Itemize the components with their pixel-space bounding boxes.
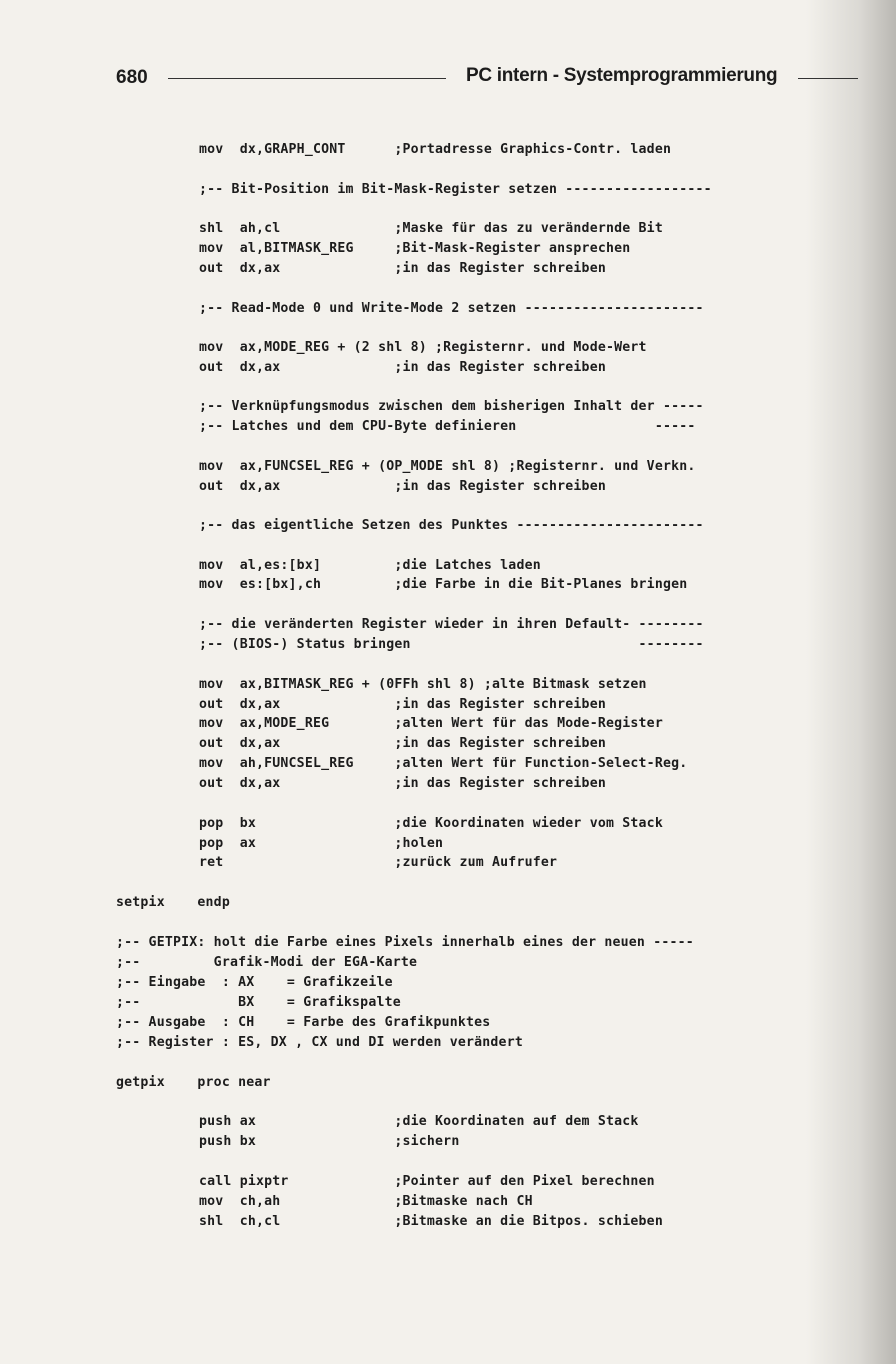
code-line: out dx,ax ;in das Register schreiben	[199, 697, 606, 712]
code-line: ret ;zurück zum Aufrufer	[199, 855, 558, 870]
code-line: pop bx ;die Koordinaten wieder vom Stack	[199, 816, 663, 831]
code-line: mov al,BITMASK_REG ;Bit-Mask-Register ansprechen	[199, 241, 631, 256]
code-line: shl ch,cl ;Bitmaske an die Bitpos. schieben	[199, 1214, 663, 1229]
code-comment: ;-- Register : ES, DX , CX und DI werden verändert	[116, 1035, 523, 1050]
code-comment: ;-- (BIOS-) Status bringen --------	[199, 637, 704, 652]
code-line: out dx,ax ;in das Register schreiben	[199, 261, 606, 276]
book-title: PC intern - Systemprogrammierung	[466, 65, 778, 86]
code-line: mov ah,FUNCSEL_REG ;alten Wert für Function-Select-Reg.	[199, 756, 688, 771]
code-line: out dx,ax ;in das Register schreiben	[199, 479, 606, 494]
code-comment: ;-- Verknüpfungsmodus zwischen dem bisherigen Inhalt der -----	[199, 399, 704, 414]
code-line: out dx,ax ;in das Register schreiben	[199, 360, 606, 375]
code-comment: ;-- GETPIX: holt die Farbe eines Pixels innerhalb eines der neuen -----	[116, 935, 694, 950]
code-comment: ;-- BX = Grafikspalte	[116, 995, 401, 1010]
code-line: setpix endp	[116, 895, 230, 910]
code-comment: ;-- die veränderten Register wieder in ihren Default- --------	[199, 617, 704, 632]
code-line: mov ax,BITMASK_REG + (0FFh shl 8) ;alte Bitmask setzen	[199, 677, 647, 692]
code-comment: ;-- das eigentliche Setzen des Punktes -----------------------	[199, 518, 704, 533]
code-line: call pixptr ;Pointer auf den Pixel berechnen	[199, 1174, 655, 1189]
code-comment: ;-- Latches und dem CPU-Byte definieren -----	[199, 419, 696, 434]
code-line: mov ch,ah ;Bitmaske nach CH	[199, 1194, 533, 1209]
code-comment: ;-- Bit-Position im Bit-Mask-Register setzen ------------------	[199, 182, 712, 197]
code-line: push ax ;die Koordinaten auf dem Stack	[199, 1114, 639, 1129]
code-line: mov al,es:[bx] ;die Latches laden	[199, 558, 541, 573]
code-line: push bx ;sichern	[199, 1134, 460, 1149]
code-line: mov ax,MODE_REG + (2 shl 8) ;Registernr. und Mode-Wert	[199, 340, 647, 355]
code-comment: ;-- Grafik-Modi der EGA-Karte	[116, 955, 418, 970]
code-line: mov ax,MODE_REG ;alten Wert für das Mode-Register	[199, 716, 663, 731]
code-comment: ;-- Read-Mode 0 und Write-Mode 2 setzen ----------------------	[199, 301, 704, 316]
code-line: mov dx,GRAPH_CONT ;Portadresse Graphics-Contr. laden	[199, 142, 672, 157]
code-line: shl ah,cl ;Maske für das zu verändernde Bit	[199, 221, 663, 236]
code-line: mov es:[bx],ch ;die Farbe in die Bit-Planes bringen	[199, 577, 688, 592]
code-comment: ;-- Ausgabe : CH = Farbe des Grafikpunktes	[116, 1015, 491, 1030]
code-line: getpix proc near	[116, 1075, 271, 1090]
code-line: pop ax ;holen	[199, 836, 444, 851]
code-line: mov ax,FUNCSEL_REG + (OP_MODE shl 8) ;Registernr. und Verkn.	[199, 459, 696, 474]
code-line: out dx,ax ;in das Register schreiben	[199, 736, 606, 751]
page-number: 680	[116, 67, 148, 88]
code-comment: ;-- Eingabe : AX = Grafikzeile	[116, 975, 393, 990]
code-line: out dx,ax ;in das Register schreiben	[199, 776, 606, 791]
